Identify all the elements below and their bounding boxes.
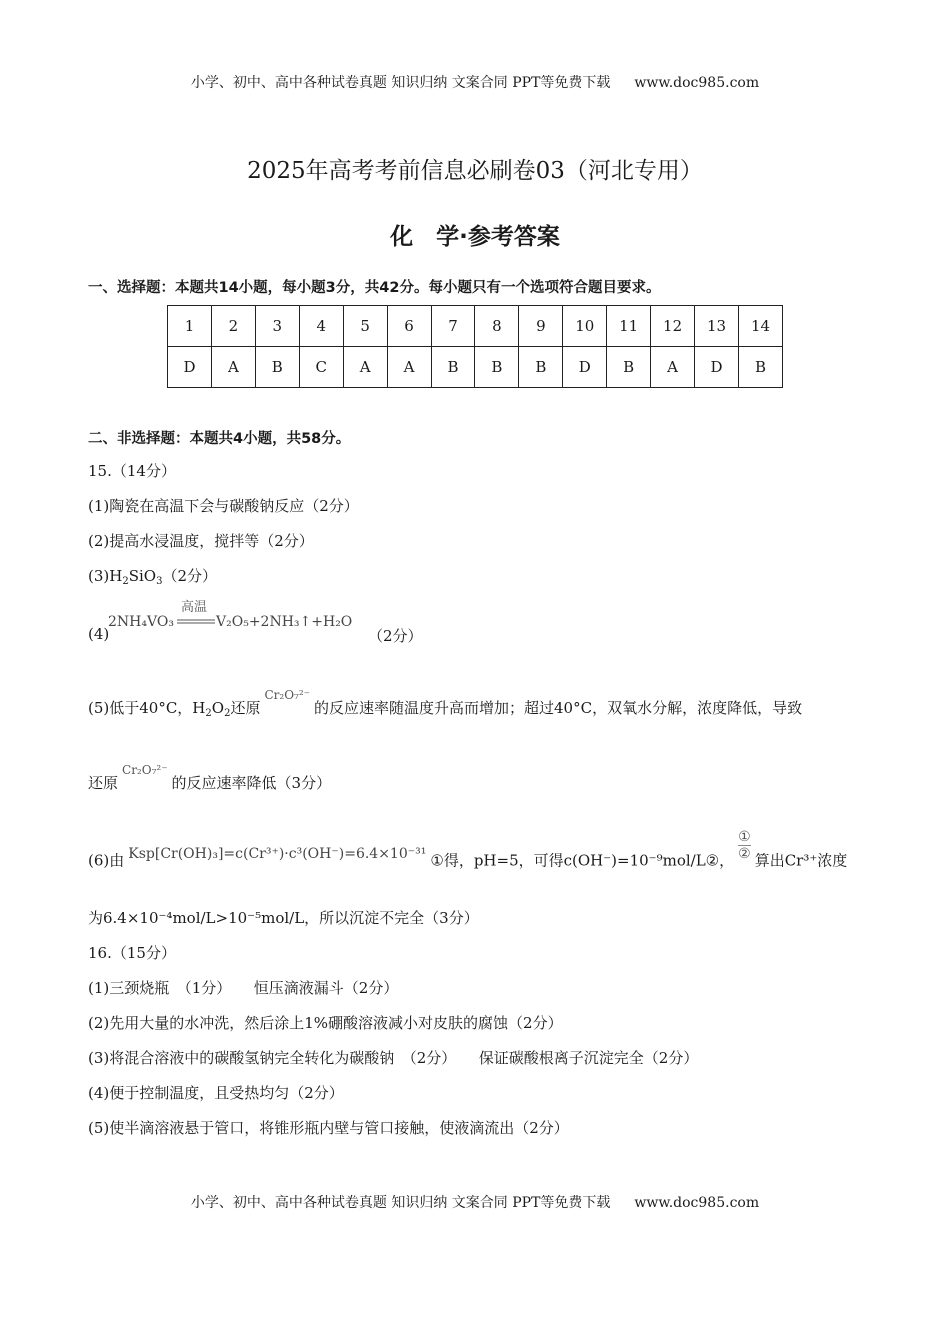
reaction-condition: 高温: [181, 600, 208, 615]
q16-answer-1: (1)三颈烧瓶 （1分） 恒压滴液漏斗（2分）: [88, 979, 399, 997]
answer-table: [167, 305, 783, 388]
question-number: 3: [255, 306, 299, 347]
question-number: 5: [343, 306, 387, 347]
text: 的反应速率降低（3分）: [171, 774, 332, 792]
text: 还原: [230, 699, 261, 717]
question-number: 13: [695, 306, 739, 347]
text: (6)由: [88, 851, 125, 870]
answer-letter: D: [563, 347, 607, 388]
q16-answer-4: (4)便于控制温度，且受热均匀（2分）: [88, 1084, 344, 1102]
answer-letter: D: [695, 347, 739, 388]
q15-answer-5-line1: [88, 688, 803, 719]
question-number: 9: [519, 306, 563, 347]
q15-answer-6-line2: 为6.4×10⁻⁴mol/L>10⁻⁵mol/L，所以沉淀不完全（3分）: [88, 909, 479, 927]
question-number: 2: [211, 306, 255, 347]
fraction-numerator: ①: [738, 829, 751, 845]
text: SiO: [128, 567, 157, 585]
question-number: 14: [738, 306, 782, 347]
answer-letter: B: [475, 347, 519, 388]
answer-table-answer-row: [168, 347, 783, 388]
answer-letter: A: [651, 347, 695, 388]
header-text: 小学、初中、高中各种试卷真题 知识归纳 文案合同 PPT等免费下载: [190, 75, 611, 91]
question-number: 6: [387, 306, 431, 347]
q15-answer-4-label: (4): [88, 625, 110, 643]
q15-heading: 15.（14分）: [88, 462, 176, 480]
page-title: 2025年高考考前信息必刷卷03（河北专用）: [247, 158, 703, 184]
q15-answer-6-line1: [88, 829, 848, 878]
text: O: [211, 699, 225, 717]
products: V₂O₅+2NH₃↑+H₂O: [216, 614, 353, 630]
text: （2分）: [162, 567, 218, 585]
answer-letter: B: [738, 347, 782, 388]
section-nonchoice-heading: 二、非选择题：本题共4小题，共58分。: [88, 431, 351, 447]
text: 算出Cr³⁺浓度: [754, 851, 848, 870]
answer-letter: A: [387, 347, 431, 388]
ratio-fraction: [738, 829, 751, 862]
header-url[interactable]: www.doc985.com: [634, 75, 760, 91]
q15-answer-1: (1)陶瓷在高温下会与碳酸钠反应（2分）: [88, 497, 359, 515]
q16-answer-2: (2)先用大量的水冲洗，然后涂上1%硼酸溶液减小对皮肤的腐蚀（2分）: [88, 1014, 563, 1032]
answer-letter: C: [299, 347, 343, 388]
q15-answer-2: (2)提高水浸温度，搅拌等（2分）: [88, 532, 314, 550]
page-footer: [0, 1192, 950, 1212]
section-choice-heading: 一、选择题：本题共14小题，每小题3分，共42分。每小题只有一个选项符合题目要求。: [88, 280, 661, 296]
decomposition-equation: [106, 596, 366, 646]
q16-answer-5: (5)使半滴溶液悬于管口，将锥形瓶内壁与管口接触，使液滴流出（2分）: [88, 1119, 569, 1137]
text: (3)H: [88, 567, 123, 585]
q15-answer-3: [88, 565, 217, 587]
q15-answer-4-score: （2分）: [368, 627, 423, 645]
text: ①得，pH=5，可得c(OH⁻)=10⁻⁹mol/L②，: [430, 851, 735, 870]
subscript: 3: [156, 576, 163, 587]
footer-text: 小学、初中、高中各种试卷真题 知识归纳 文案合同 PPT等免费下载: [190, 1195, 611, 1211]
answer-letter: B: [431, 347, 475, 388]
q15-answer-5-line2: [88, 763, 332, 793]
answer-letter: A: [211, 347, 255, 388]
q16-answer-3: (3)将混合溶液中的碳酸氢钠完全转化为碳酸钠 （2分） 保证碳酸根离子沉淀完全（2分）: [88, 1049, 699, 1067]
ksp-formula: Ksp[Cr(OH)₃]=c(Cr³⁺)·c³(OH⁻)=6.4×10⁻³¹: [128, 845, 427, 862]
question-number: 12: [651, 306, 695, 347]
page-header: [0, 72, 950, 92]
q16-heading: 16.（15分）: [88, 944, 176, 962]
answer-letter: B: [255, 347, 299, 388]
question-number: 1: [168, 306, 212, 347]
question-number: 10: [563, 306, 607, 347]
fraction-denominator: ②: [738, 846, 751, 862]
question-number: 11: [607, 306, 651, 347]
text: (5)低于40°C，H: [88, 699, 206, 717]
answer-letter: D: [168, 347, 212, 388]
reactant: 2NH₄VO₃: [108, 614, 174, 630]
question-number: 4: [299, 306, 343, 347]
dichromate-formula: Cr₂O₇²⁻: [264, 688, 311, 702]
text: 还原: [88, 774, 119, 792]
question-number: 7: [431, 306, 475, 347]
page-subtitle: 化 学·参考答案: [390, 224, 560, 250]
answer-letter: B: [607, 347, 651, 388]
subscript: 2: [224, 708, 231, 719]
footer-url[interactable]: www.doc985.com: [634, 1195, 760, 1211]
text: 的反应速率随温度升高而增加；超过40°C，双氧水分解，浓度降低，导致: [314, 699, 803, 717]
answer-letter: B: [519, 347, 563, 388]
dichromate-formula: Cr₂O₇²⁻: [122, 763, 168, 777]
answer-letter: A: [343, 347, 387, 388]
question-number: 8: [475, 306, 519, 347]
subscript: 2: [122, 576, 129, 587]
subscript: 2: [205, 708, 212, 719]
answer-table-number-row: [168, 306, 783, 347]
